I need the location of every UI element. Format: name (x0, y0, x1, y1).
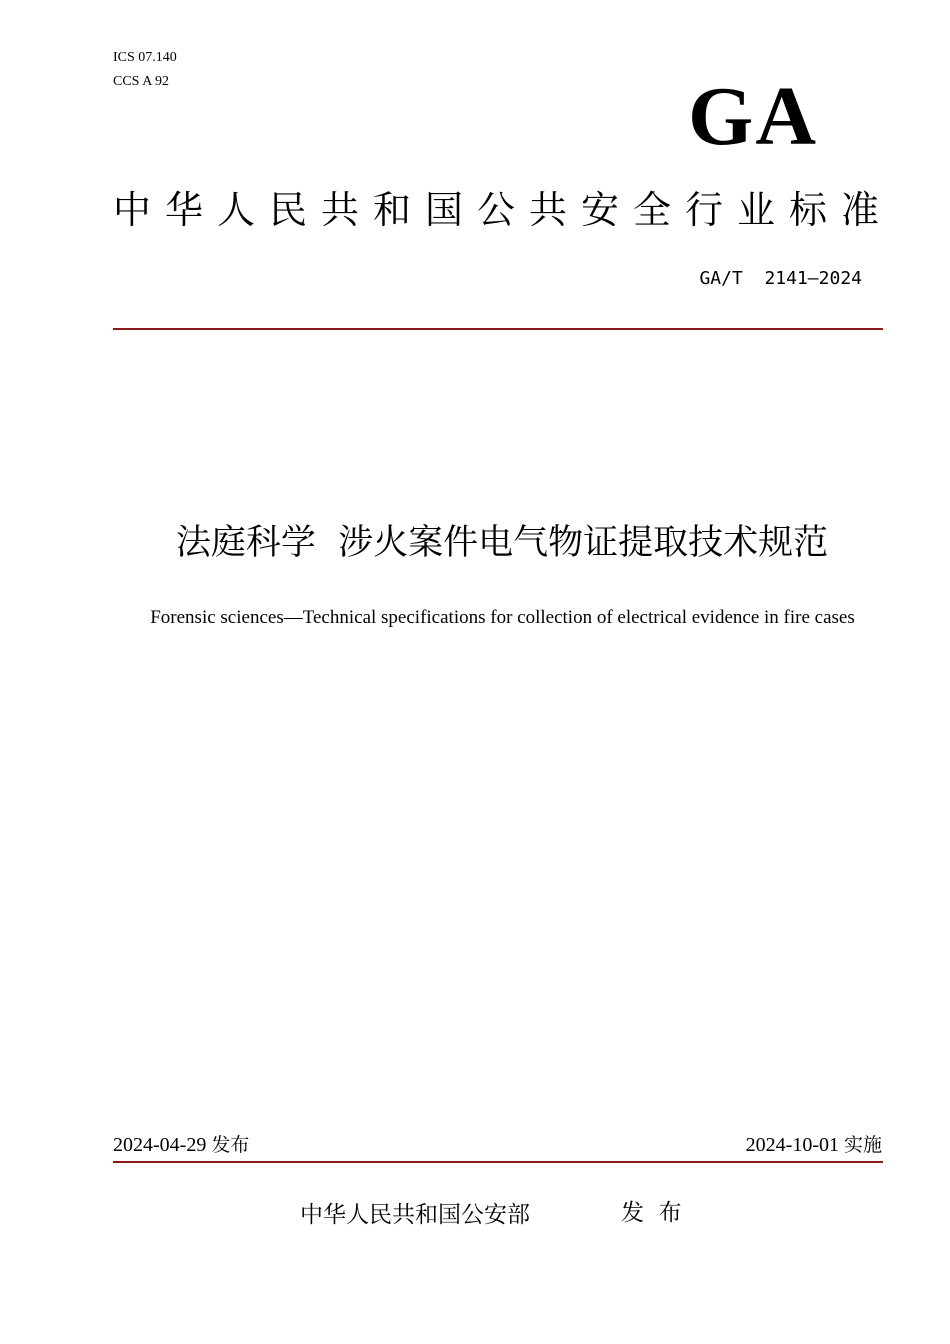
issue-label: 发布 (211, 1134, 250, 1156)
document-title-english: Forensic sciences—Technical specifications for collection of electrical evidence in fire cases (150, 607, 855, 628)
ga-logo: GA (688, 70, 818, 163)
standard-category-title: 中华人民共和国公共安全行业标准 (113, 188, 894, 232)
ccs-code: CCS A 92 (113, 74, 170, 89)
implementation-date: 2024-10-01 (745, 1134, 839, 1156)
document-title-chinese: 法庭科学 涉火案件电气物证提取技术规范 (175, 523, 829, 563)
standard-number: GA/T 2141—2024 (699, 268, 862, 289)
issue-date: 2024-04-29 (113, 1134, 207, 1156)
publish-label: 发 布 (621, 1200, 682, 1226)
bottom-divider (113, 1161, 883, 1163)
top-divider (113, 328, 883, 330)
implementation-date-block (746, 1132, 882, 1158)
implementation-label: 实施 (843, 1134, 882, 1156)
publisher-name: 中华人民共和国公安部 (300, 1202, 530, 1228)
ics-code: ICS 07.140 (113, 50, 177, 65)
issue-date-block (113, 1132, 249, 1158)
